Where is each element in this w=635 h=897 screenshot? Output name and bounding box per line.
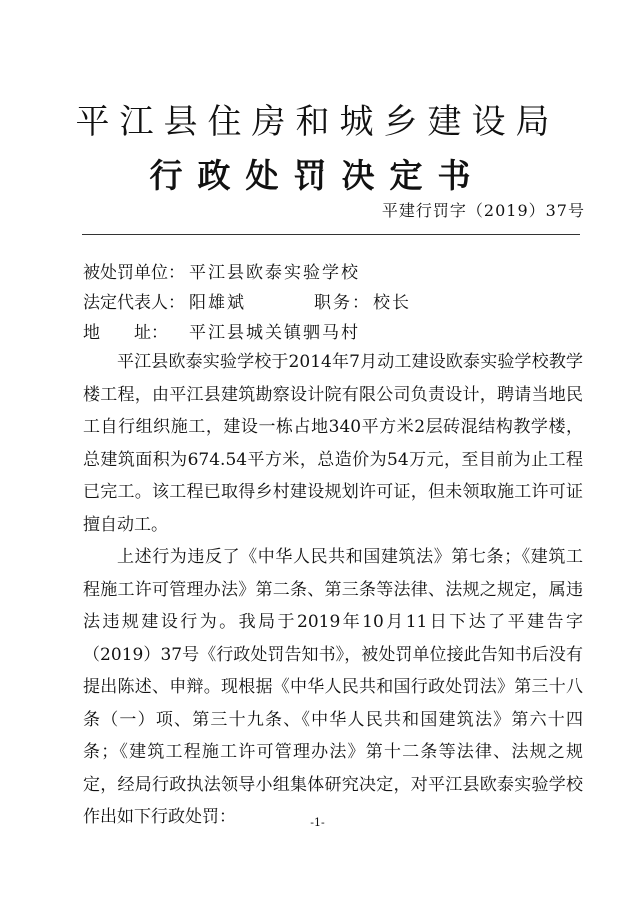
legal-representative-row bbox=[83, 288, 411, 313]
document-number: 平建行罚字（2019）37号 bbox=[381, 201, 585, 220]
legal-representative-value: 阳雄斌 bbox=[189, 293, 246, 313]
penalized-unit-label: 被处罚单位： bbox=[83, 263, 185, 283]
address-row bbox=[83, 318, 360, 343]
issuing-agency: 平江县住房和城乡建设局 bbox=[75, 102, 560, 142]
penalized-unit-row bbox=[83, 258, 360, 283]
penalized-unit-value: 平江县欧泰实验学校 bbox=[189, 263, 360, 283]
decision-body bbox=[83, 346, 583, 834]
address-value: 平江县城关镇驷马村 bbox=[189, 323, 360, 343]
page-number: -1- bbox=[310, 816, 325, 829]
facts-paragraph: 平江县欧泰实验学校于2014年7月动工建设欧泰实验学校教学楼工程，由平江县建筑勘察设计院有限公司负责设计，聘请当地民工自行组织施工，建设一栋占地340平方米2层砖混结构教学楼，总建筑面积为674.54平方米，总造价为54万元，至目前为止工程已完工。该工程已取得乡村建设规划许可证，但未领取施工许可证擅自动工。 bbox=[83, 352, 583, 535]
legal-basis-paragraph: 上述行为违反了《中华人民共和国建筑法》第七条；《建筑工程施工许可管理办法》第二条、第三条等法律、法规之规定，属违法违规建设行为。我局于2019年10月11日下达了平建告字（2019）37号《行政处罚告知书》，被处罚单位接此告知书后没有提出陈述、申辩。现根据《中华人民共和国行政处罚法》第三十八条（一）项、第三十九条、《中华人民共和国建筑法》第六十四条；《建筑工程施工许可管理办法》第十二条等法律、法规之规定，经局行政执法领导小组集体研究决定，对平江县欧泰实验学校作出如下行政处罚： bbox=[83, 547, 583, 827]
document-title: 行政处罚决定书 bbox=[149, 156, 486, 195]
position-label: 职务： bbox=[314, 293, 371, 313]
address-label: 地 址： bbox=[83, 323, 168, 343]
legal-representative-label: 法定代表人： bbox=[83, 293, 185, 313]
position-value: 校长 bbox=[373, 293, 411, 313]
header-divider bbox=[82, 234, 580, 235]
